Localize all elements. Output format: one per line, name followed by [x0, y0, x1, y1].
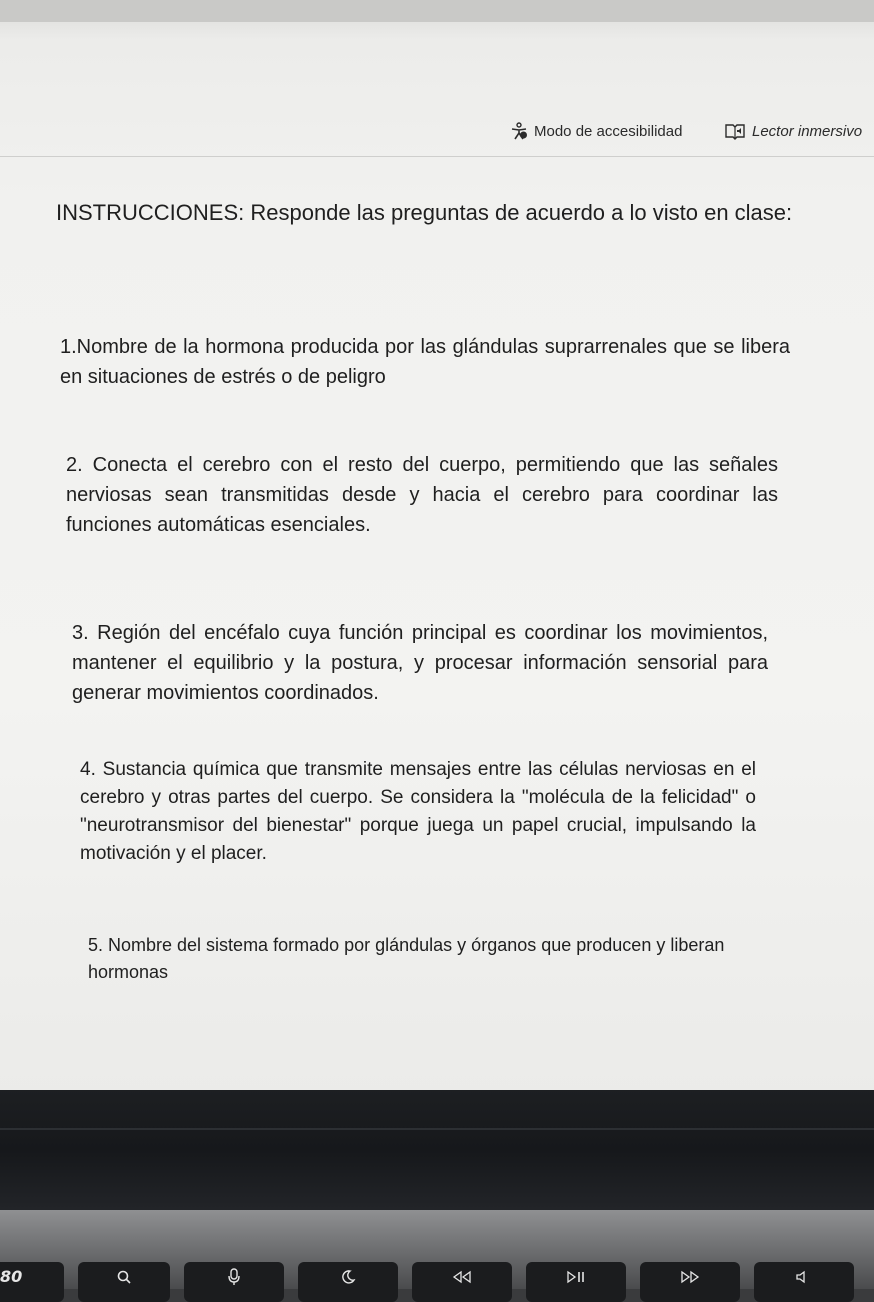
question-2: 2. Conecta el cerebro con el resto del cuerpo, permitiendo que las señales nerviosas sean transmitidas desde y hacia el cerebro para coordinar las funciones automáticas esenciales. [66, 454, 778, 536]
mic-icon [226, 1271, 242, 1290]
key-f-number[interactable] [0, 1262, 64, 1302]
accessibility-mode-button[interactable] [510, 122, 682, 140]
key-search[interactable] [78, 1262, 170, 1302]
question-3: 3. Región del encéfalo cuya función principal es coordinar los movimientos, mantener el equilibrio y la postura, y procesar información sensorial para generar movimientos coordinados. [72, 622, 768, 704]
question-4: 4. Sustancia química que transmite mensajes entre las células nerviosas en el cerebro y otras partes del cuerpo. Se considera la "molécula de la felicidad" o "neurotransmisor del bienestar" porque juega un papel crucial, impulsando la motivación y el placer. [80, 759, 756, 864]
document-toolbar [0, 108, 874, 157]
question-5: 5. Nombre del sistema formado por glándulas y órganos que producen y liberan hormonas [88, 935, 725, 982]
instructions-heading: INSTRUCCIONES: Responde las preguntas de acuerdo a lo visto en clase: [56, 200, 793, 225]
moon-icon [340, 1270, 356, 1289]
key-mute[interactable] [754, 1262, 854, 1302]
key-rewind[interactable] [412, 1262, 512, 1302]
immersive-reader-icon [724, 122, 746, 140]
accessibility-mode-label: Modo de accesibilidad [534, 122, 683, 140]
play-pause-icon [565, 1269, 587, 1288]
rewind-icon [451, 1269, 473, 1288]
question-1: 1.Nombre de la hormona producida por las glándulas suprarrenales que se libera en situaciones de estrés o de peligro [60, 336, 790, 388]
key-mic[interactable] [184, 1262, 284, 1302]
laptop-keyboard [0, 1210, 874, 1289]
key-play-pause[interactable] [526, 1262, 626, 1302]
key-f-number-label: 80 [0, 1267, 23, 1286]
key-fast-forward[interactable] [640, 1262, 740, 1302]
browser-top-strip [0, 0, 874, 22]
accessibility-icon [510, 122, 528, 140]
fast-forward-icon [679, 1269, 701, 1288]
search-icon [116, 1270, 132, 1289]
bezel-hinge-line [0, 1128, 874, 1130]
immersive-reader-label: Lector inmersivo [752, 122, 863, 140]
mute-icon [795, 1269, 813, 1288]
laptop-bezel [0, 1090, 874, 1210]
immersive-reader-button[interactable] [724, 122, 862, 140]
key-moon[interactable] [298, 1262, 398, 1302]
